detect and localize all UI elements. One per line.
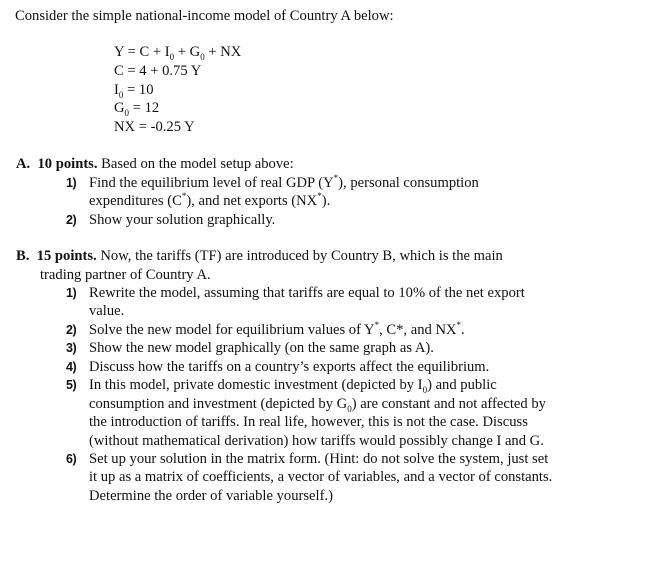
part-a-q1-line2: expenditures (C*), and net exports (NX*). [89, 191, 331, 209]
part-a-q2-text: Show your solution graphically. [89, 212, 276, 228]
part-b-q1-line1: Rewrite the model, assuming that tariffs are equal to 10% of the net export [89, 285, 525, 301]
part-b-q2-number: 2) [66, 323, 77, 337]
equation-income-identity: $Y = C + I_0 + G_0$ + NX [114, 44, 242, 62]
part-b-q4-text: Discuss how the tariffs on a country’s exports affect the equilibrium. [89, 359, 490, 375]
intro-text: Consider the simple national-income model of Country A below: [15, 8, 394, 24]
part-b-q2-text: Solve the new model for equilibrium values of Y*, C*, and NX*. [89, 320, 465, 338]
part-b-q5-line4: (without mathematical derivation) how tariffs would possibly change I and G. [89, 433, 544, 449]
part-a-q1-number: 1) [66, 176, 77, 190]
equation-investment: $I_0 = 10$ [114, 82, 154, 100]
part-a-heading: A. 10 points. Based on the model setup above: [16, 156, 294, 172]
part-b-q5-line3: the introduction of tariffs. In real life, however, this is not the case. Discuss [89, 414, 528, 430]
part-b-q6-number: 6) [66, 452, 77, 466]
part-a-q2-number: 2) [66, 213, 77, 227]
equation-consumption: C = 4 + 0.75 Y [114, 63, 202, 79]
part-b-q3-number: 3) [66, 341, 77, 355]
part-b-q4-number: 4) [66, 360, 77, 374]
part-b-q6-line3: Determine the order of variable yourself.) [89, 488, 333, 504]
equation-government: $G_0 = 12$ [114, 100, 160, 118]
part-a-q1-line1: Find the equilibrium level of real GDP (Y*), personal consumption [89, 173, 479, 191]
part-b-q1-line2: value. [89, 303, 125, 319]
part-b-q5-line1: In this model, private domestic investment (depicted by $I_0$) and public [89, 377, 497, 395]
part-b-q3-text: Show the new model graphically (on the same graph as A). [89, 340, 434, 356]
part-b-heading: B. 15 points. Now, the tariffs (TF) are introduced by Country B, which is the main [16, 248, 503, 264]
part-b-q1-number: 1) [66, 286, 77, 300]
part-b-q5-line2: consumption and investment (depicted by $G_0$) are constant and not affected by [89, 396, 546, 414]
part-b-q5-number: 5) [66, 378, 77, 392]
equation-net-exports: NX = -0.25 Y [114, 119, 195, 135]
part-b-q6-line1: Set up your solution in the matrix form. (Hint: do not solve the system, just set [89, 451, 549, 467]
part-b-heading-line2: trading partner of Country A. [40, 267, 211, 283]
part-b-q6-line2: it up as a matrix of coefficients, a vector of variables, and a vector of constants. [89, 469, 553, 485]
